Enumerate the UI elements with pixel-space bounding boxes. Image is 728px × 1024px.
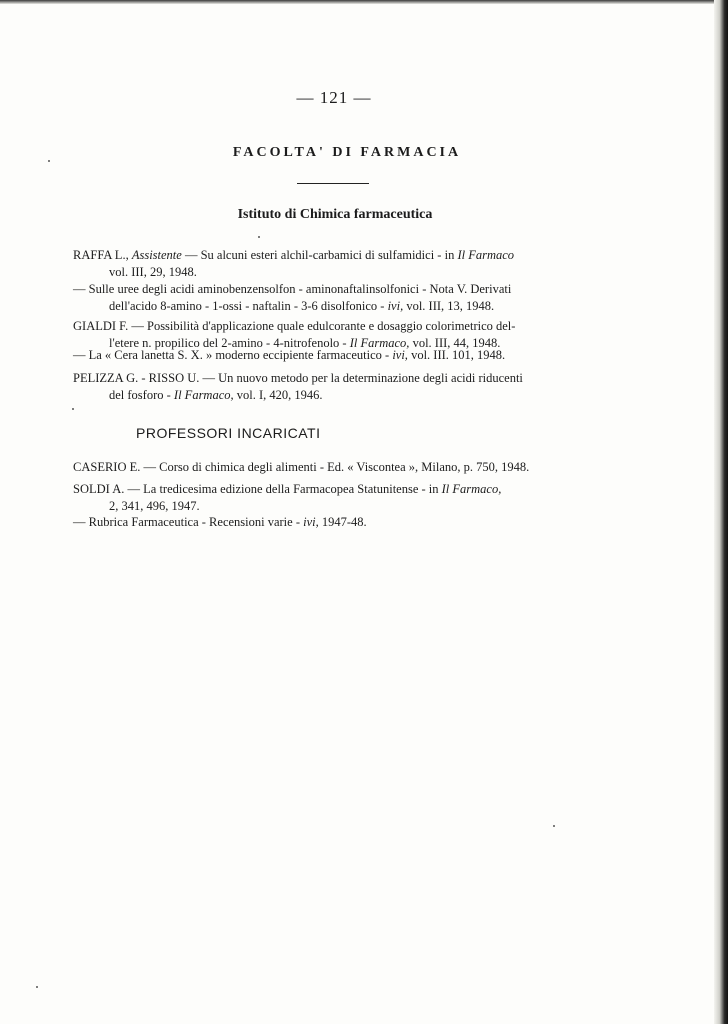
entry-text: — Rubrica Farmaceutica - Recensioni varie -: [73, 515, 304, 529]
entry-text: l'etere n. propilico del 2-amino - 4-nitrofenolo -: [109, 336, 350, 350]
bibliography-entry: [73, 370, 595, 404]
entry-text: — Su alcuni esteri alchil-carbamici di sulfamidici - in: [181, 248, 458, 262]
entry-text: vol. III, 13, 1948.: [403, 299, 495, 313]
entry-text: vol. III. 101, 1948.: [407, 348, 506, 362]
entry-text: RAFFA L.,: [73, 248, 132, 262]
entry-text: vol. I, 420, 1946.: [233, 388, 323, 402]
entry-continuation: [73, 298, 595, 315]
entry-text: — Sulle uree degli acidi aminobenzensolfon - aminonaftalinsolfonici - Nota V. Derivati: [73, 282, 512, 296]
journal-name: Il Farmaco,: [173, 388, 234, 402]
journal-name: Il Farmaco: [457, 248, 515, 262]
entry-text: SOLDI A. — La tredicesima edizione della Farmacopea Statunitense - in: [73, 482, 442, 496]
scan-speck: [258, 236, 260, 238]
journal-name: Il Farmaco,: [349, 336, 410, 350]
entry-continuation: [73, 387, 595, 404]
bibliography-entry: [73, 247, 595, 281]
journal-ref: ivi,: [392, 348, 408, 362]
entry-text: 1947-48.: [318, 515, 367, 529]
bibliography-entry: [73, 281, 595, 315]
entry-text: del fosforo -: [109, 388, 174, 402]
title-divider: [297, 183, 369, 184]
page-number: — 121 —: [296, 88, 372, 107]
journal-ref: ivi,: [387, 299, 404, 313]
entry-text: vol. III, 44, 1948.: [409, 336, 501, 350]
entry-text: PELIZZA G. - RISSO U. — Un nuovo metodo per la determinazione degli acidi riducenti: [73, 371, 523, 385]
entry-continuation: vol. III, 29, 1948.: [109, 265, 197, 279]
page-binding-edge: [714, 0, 728, 1024]
section-title: PROFESSORI INCARICATI: [136, 425, 321, 441]
entry-continuation: 2, 341, 496, 1947.: [109, 499, 200, 513]
page-top-edge: [0, 0, 728, 4]
entry-text: — La « Cera lanetta S. X. » moderno eccipiente farmaceutico -: [73, 348, 393, 362]
scan-speck: [553, 825, 555, 827]
entry-text: CASERIO E. — Corso di chimica degli alimenti - Ed. « Viscontea », Milano, p. 750, 1948.: [73, 460, 530, 474]
entry-text: dell'acido 8-amino - 1-ossi - naftalin - 3-6 disolfonico -: [109, 299, 388, 313]
institute-title: Istituto di Chimica farmaceutica: [237, 207, 433, 222]
bibliography-entry: [73, 481, 595, 515]
entry-role: Assistente: [131, 248, 182, 262]
scan-speck: [72, 408, 74, 410]
scan-speck: [36, 986, 38, 988]
entry-text: GIALDI F. — Possibilità d'applicazione quale edulcorante e dosaggio colorimetrico del-: [73, 319, 516, 333]
bibliography-entry: [73, 459, 595, 476]
scan-speck: [48, 160, 50, 162]
faculty-title: FACOLTA' DI FARMACIA: [232, 145, 462, 160]
journal-ref: ivi,: [303, 515, 319, 529]
bibliography-entry: [73, 347, 595, 364]
bibliography-entry: [73, 514, 595, 531]
journal-name: Il Farmaco,: [441, 482, 502, 496]
